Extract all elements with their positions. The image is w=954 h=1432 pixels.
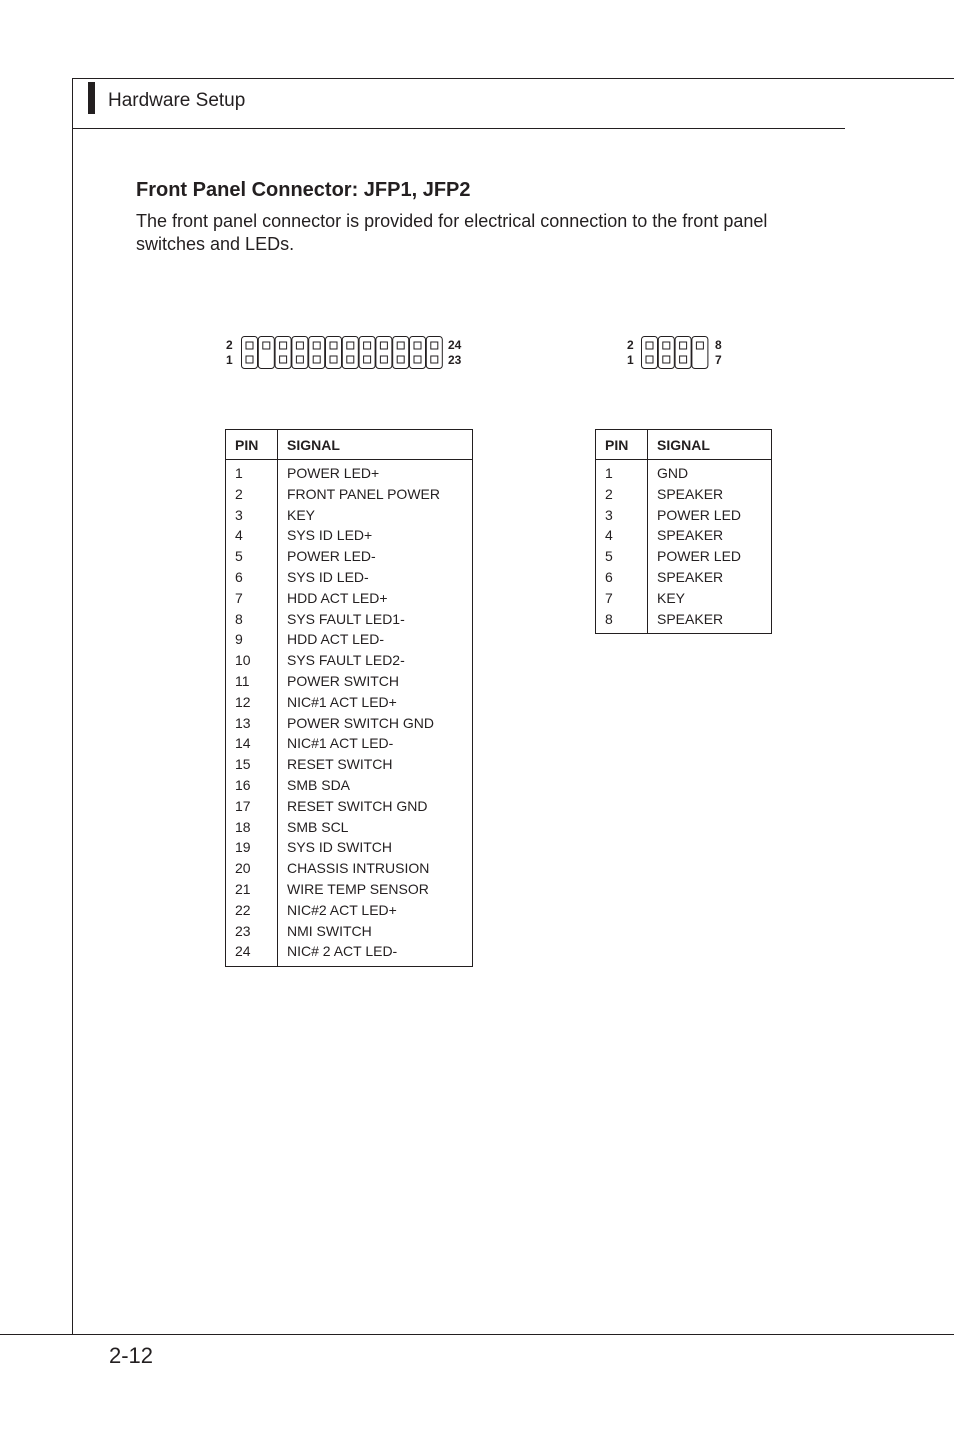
signal-cell: NIC#1 ACT LED+ (287, 693, 397, 710)
jfp1-label-bottom-right: 23 (448, 353, 462, 367)
table-row (226, 796, 473, 817)
signal-cell: KEY (657, 589, 686, 606)
column-header-signal: SIGNAL (648, 430, 772, 460)
pin-square (646, 356, 653, 363)
pin-number-cell: 5 (596, 546, 648, 567)
table-row (226, 567, 473, 588)
signal-cell: NIC#1 ACT LED- (287, 735, 394, 752)
table-row (596, 525, 772, 546)
pin-number-cell: 24 (226, 941, 278, 966)
pin-square (663, 342, 670, 349)
table-header-row (226, 430, 473, 460)
table-row (226, 817, 473, 838)
signal-cell: RESET SWITCH (287, 756, 393, 773)
table-row (226, 650, 473, 671)
signal-cell: SPEAKER (657, 610, 724, 627)
pin-column (692, 337, 708, 369)
pin-column (393, 337, 409, 369)
table-row (226, 775, 473, 796)
table-row (226, 671, 473, 692)
pin-column (658, 337, 674, 369)
table-row (226, 900, 473, 921)
pin-column (642, 337, 658, 369)
table-row (596, 567, 772, 588)
pin-column (410, 337, 426, 369)
signal-cell: RESET SWITCH GND (287, 797, 428, 814)
pin-number-cell: 8 (596, 609, 648, 634)
signal-cell: FRONT PANEL POWER (287, 485, 440, 502)
pin-square (431, 356, 438, 363)
pin-number-cell: 20 (226, 858, 278, 879)
table-header-row (596, 430, 772, 460)
pin-square (680, 356, 687, 363)
table-row (226, 733, 473, 754)
pin-number-cell: 6 (596, 567, 648, 588)
pin-square (313, 342, 320, 349)
signal-cell: SPEAKER (657, 485, 724, 502)
pin-square (347, 356, 354, 363)
signal-cell: SYS ID SWITCH (287, 839, 393, 856)
pin-column (292, 337, 308, 369)
pin-number-cell: 10 (226, 650, 278, 671)
pin-square (347, 342, 354, 349)
pin-number-cell: 14 (226, 733, 278, 754)
signal-cell: SYS ID LED+ (287, 527, 373, 544)
pin-column (258, 337, 274, 369)
column-header-pin: PIN (596, 430, 648, 460)
pin-square (696, 342, 703, 349)
page-frame-top (72, 78, 954, 79)
pin-number-cell: 18 (226, 817, 278, 838)
pin-square (330, 356, 337, 363)
signal-cell: SYS FAULT LED1- (287, 610, 405, 627)
table-row (596, 505, 772, 526)
table-row (226, 879, 473, 900)
table-row (596, 588, 772, 609)
pin-column (376, 337, 392, 369)
signal-cell: POWER LED+ (287, 465, 380, 481)
jfp1-label-top-right: 24 (448, 338, 462, 352)
table-row (226, 837, 473, 858)
pin-square (414, 356, 421, 363)
table-row (226, 546, 473, 567)
pin-square (364, 342, 371, 349)
pin-column (426, 337, 442, 369)
pin-square (280, 356, 287, 363)
signal-cell: HDD ACT LED+ (287, 589, 388, 606)
table-row (596, 484, 772, 505)
table-row (226, 525, 473, 546)
signal-cell: SYS FAULT LED2- (287, 652, 405, 669)
signal-cell: SMB SCL (287, 818, 349, 835)
pin-column (359, 337, 375, 369)
page-frame-left (72, 78, 73, 1335)
signal-cell: HDD ACT LED- (287, 631, 384, 648)
signal-cell: SYS ID LED- (287, 568, 369, 585)
pin-number-cell: 2 (596, 484, 648, 505)
signal-cell: WIRE TEMP SENSOR (287, 880, 429, 897)
jfp2-label-top-right: 8 (715, 338, 722, 352)
page-number: 2-12 (109, 1343, 154, 1368)
jfp2-label-top-left: 2 (627, 338, 634, 352)
pin-square (680, 342, 687, 349)
pin-number-cell: 9 (226, 629, 278, 650)
pin-number-cell: 13 (226, 713, 278, 734)
pin-square (380, 356, 387, 363)
pin-column (242, 337, 258, 369)
signal-cell: NIC#2 ACT LED+ (287, 901, 397, 918)
signal-cell: POWER LED- (287, 548, 376, 565)
pin-number-cell: 15 (226, 754, 278, 775)
section-header: Hardware Setup (108, 90, 246, 111)
table-row (226, 941, 473, 966)
table-row (226, 629, 473, 650)
page-title: Front Panel Connector: JFP1, JFP2 (136, 179, 471, 201)
pin-number-cell: 4 (226, 525, 278, 546)
pin-number-cell: 7 (596, 588, 648, 609)
pin-number-cell: 2 (226, 484, 278, 505)
pin-number-cell: 12 (226, 692, 278, 713)
signal-cell: POWER LED (657, 548, 742, 565)
header-marker-bar (88, 82, 95, 114)
pin-number-cell: 16 (226, 775, 278, 796)
signal-cell: SPEAKER (657, 568, 724, 585)
signal-cell: KEY (287, 506, 316, 523)
jfp2-label-bottom-left: 1 (627, 353, 634, 367)
signal-cell: NIC# 2 ACT LED- (287, 943, 398, 960)
pin-number-cell: 17 (226, 796, 278, 817)
signal-cell: POWER SWITCH GND (287, 714, 434, 731)
table-row (226, 460, 473, 484)
pin-number-cell: 6 (226, 567, 278, 588)
pin-number-cell: 19 (226, 837, 278, 858)
signal-cell: POWER LED (657, 506, 742, 523)
signal-cell: GND (657, 465, 689, 481)
pin-square (414, 342, 421, 349)
pin-number-cell: 21 (226, 879, 278, 900)
jfp1-pin-table (225, 429, 473, 967)
pin-square (397, 342, 404, 349)
pin-column (342, 337, 358, 369)
table-row (596, 460, 772, 484)
pin-number-cell: 11 (226, 671, 278, 692)
pin-square (296, 342, 303, 349)
jfp1-pin-header (241, 336, 443, 370)
jfp2-pin-table (595, 429, 772, 634)
table-row (226, 609, 473, 630)
pin-number-cell: 1 (596, 460, 648, 484)
intro-paragraph: The front panel connector is provided for electrical connection to the front panel switches and LEDs. (136, 211, 768, 254)
table-row (596, 546, 772, 567)
pin-column (326, 337, 342, 369)
table-row (226, 692, 473, 713)
signal-cell: POWER SWITCH (287, 672, 399, 689)
pin-number-cell: 5 (226, 546, 278, 567)
pin-square (280, 342, 287, 349)
table-row (226, 921, 473, 942)
pin-number-cell: 23 (226, 921, 278, 942)
pin-square (646, 342, 653, 349)
table-row (596, 609, 772, 634)
pin-column (675, 337, 691, 369)
pin-column (309, 337, 325, 369)
column-header-signal: SIGNAL (278, 430, 473, 460)
pin-square (330, 342, 337, 349)
table-row (226, 713, 473, 734)
jfp2-label-bottom-right: 7 (715, 353, 722, 367)
table-row (226, 858, 473, 879)
pin-square (364, 356, 371, 363)
jfp1-label-bottom-left: 1 (226, 353, 233, 367)
page-frame-bottom (0, 1334, 954, 1335)
pin-square (246, 356, 253, 363)
pin-square (380, 342, 387, 349)
pin-number-cell: 1 (226, 460, 278, 484)
pin-square (246, 342, 253, 349)
pin-number-cell: 7 (226, 588, 278, 609)
table-row (226, 588, 473, 609)
table-row (226, 484, 473, 505)
pin-number-cell: 4 (596, 525, 648, 546)
pin-square (313, 356, 320, 363)
pin-number-cell: 3 (596, 505, 648, 526)
signal-cell: SMB SDA (287, 776, 351, 793)
pin-square (296, 356, 303, 363)
pin-square (663, 356, 670, 363)
pin-square (263, 342, 270, 349)
header-rule (72, 128, 845, 129)
pin-square (431, 342, 438, 349)
pin-number-cell: 3 (226, 505, 278, 526)
jfp1-label-top-left: 2 (226, 338, 233, 352)
signal-cell: CHASSIS INTRUSION (287, 860, 430, 877)
pin-number-cell: 8 (226, 609, 278, 630)
signal-cell: NMI SWITCH (287, 922, 372, 939)
table-row (226, 754, 473, 775)
pin-square (397, 356, 404, 363)
jfp2-pin-header (641, 336, 711, 370)
pin-column (275, 337, 291, 369)
signal-cell: SPEAKER (657, 527, 724, 544)
table-row (226, 505, 473, 526)
pin-number-cell: 22 (226, 900, 278, 921)
column-header-pin: PIN (226, 430, 278, 460)
